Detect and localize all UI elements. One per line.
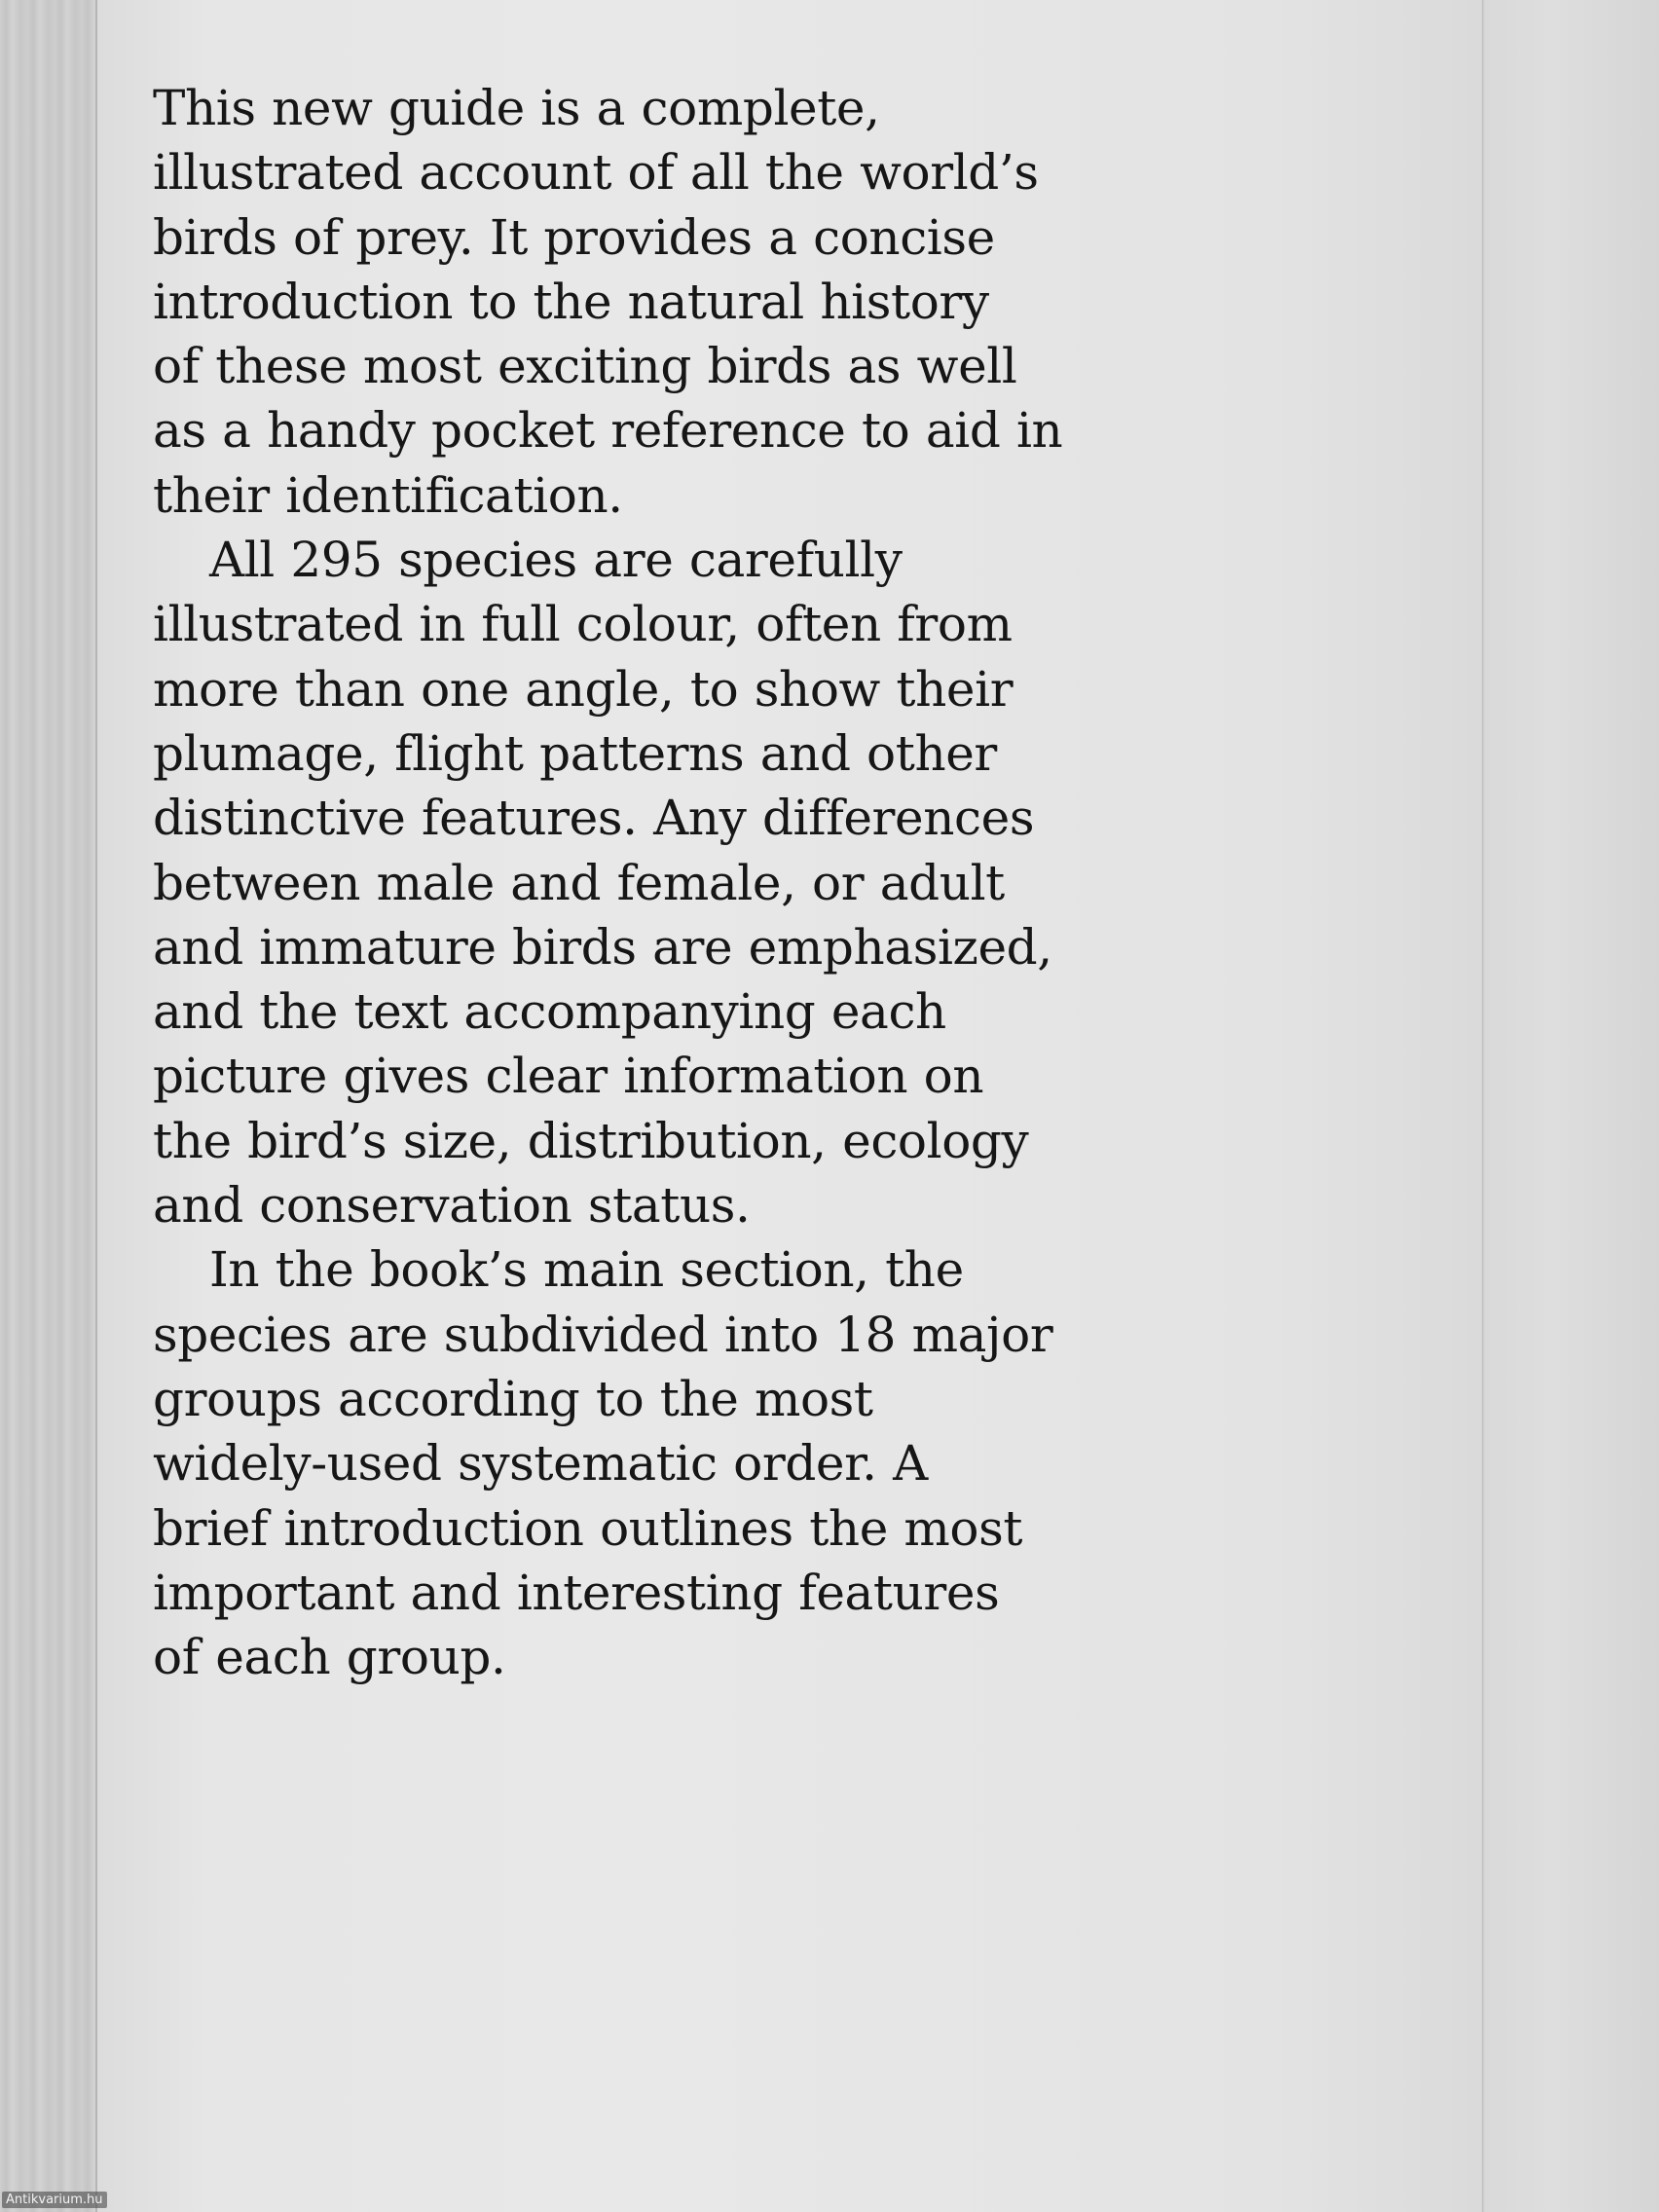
text-line: groups according to the most (153, 1370, 873, 1427)
text-line: plumage, flight patterns and other (153, 724, 997, 782)
text-line: picture gives clear information on (153, 1048, 984, 1105)
text-line: species are subdivided into 18 major (153, 1306, 1053, 1363)
text-line: and the text accompanying each (153, 983, 946, 1041)
text-line: illustrated account of all the world’s (153, 144, 1039, 202)
text-line: distinctive features. Any differences (153, 790, 1035, 847)
text-line: more than one angle, to show their (153, 660, 1014, 718)
watermark: Antikvarium.hu (2, 2192, 107, 2208)
text-line: widely-used systematic order. A (153, 1435, 928, 1493)
text-line: introduction to the natural history (153, 273, 989, 330)
text-line: This new guide is a complete, (153, 80, 880, 136)
text-line: of each group. (153, 1629, 506, 1686)
text-line: the bird’s size, distribution, ecology (153, 1112, 1029, 1169)
text-line: important and interesting features (153, 1564, 1000, 1621)
book-back-edge (1482, 0, 1659, 2212)
text-line: of these most exciting birds as well (153, 338, 1017, 395)
text-line: their identification. (153, 466, 623, 524)
paragraph-start-line: All 295 species are carefully (209, 532, 903, 589)
text-line: and conservation status. (153, 1177, 751, 1235)
text-line: brief introduction outlines the most (153, 1499, 1023, 1557)
text-line: and immature birds are emphasized, (153, 918, 1052, 976)
text-line: as a handy pocket reference to aid in (153, 402, 1063, 460)
text-line: between male and female, or adult (153, 854, 1005, 911)
blurb-text (153, 76, 1185, 1689)
background-surface (0, 0, 97, 2212)
text-line: illustrated in full colour, often from (153, 596, 1013, 653)
text-line: birds of prey. It provides a concise (153, 208, 995, 266)
paragraph-start-line: In the book’s main section, the (209, 1241, 964, 1299)
